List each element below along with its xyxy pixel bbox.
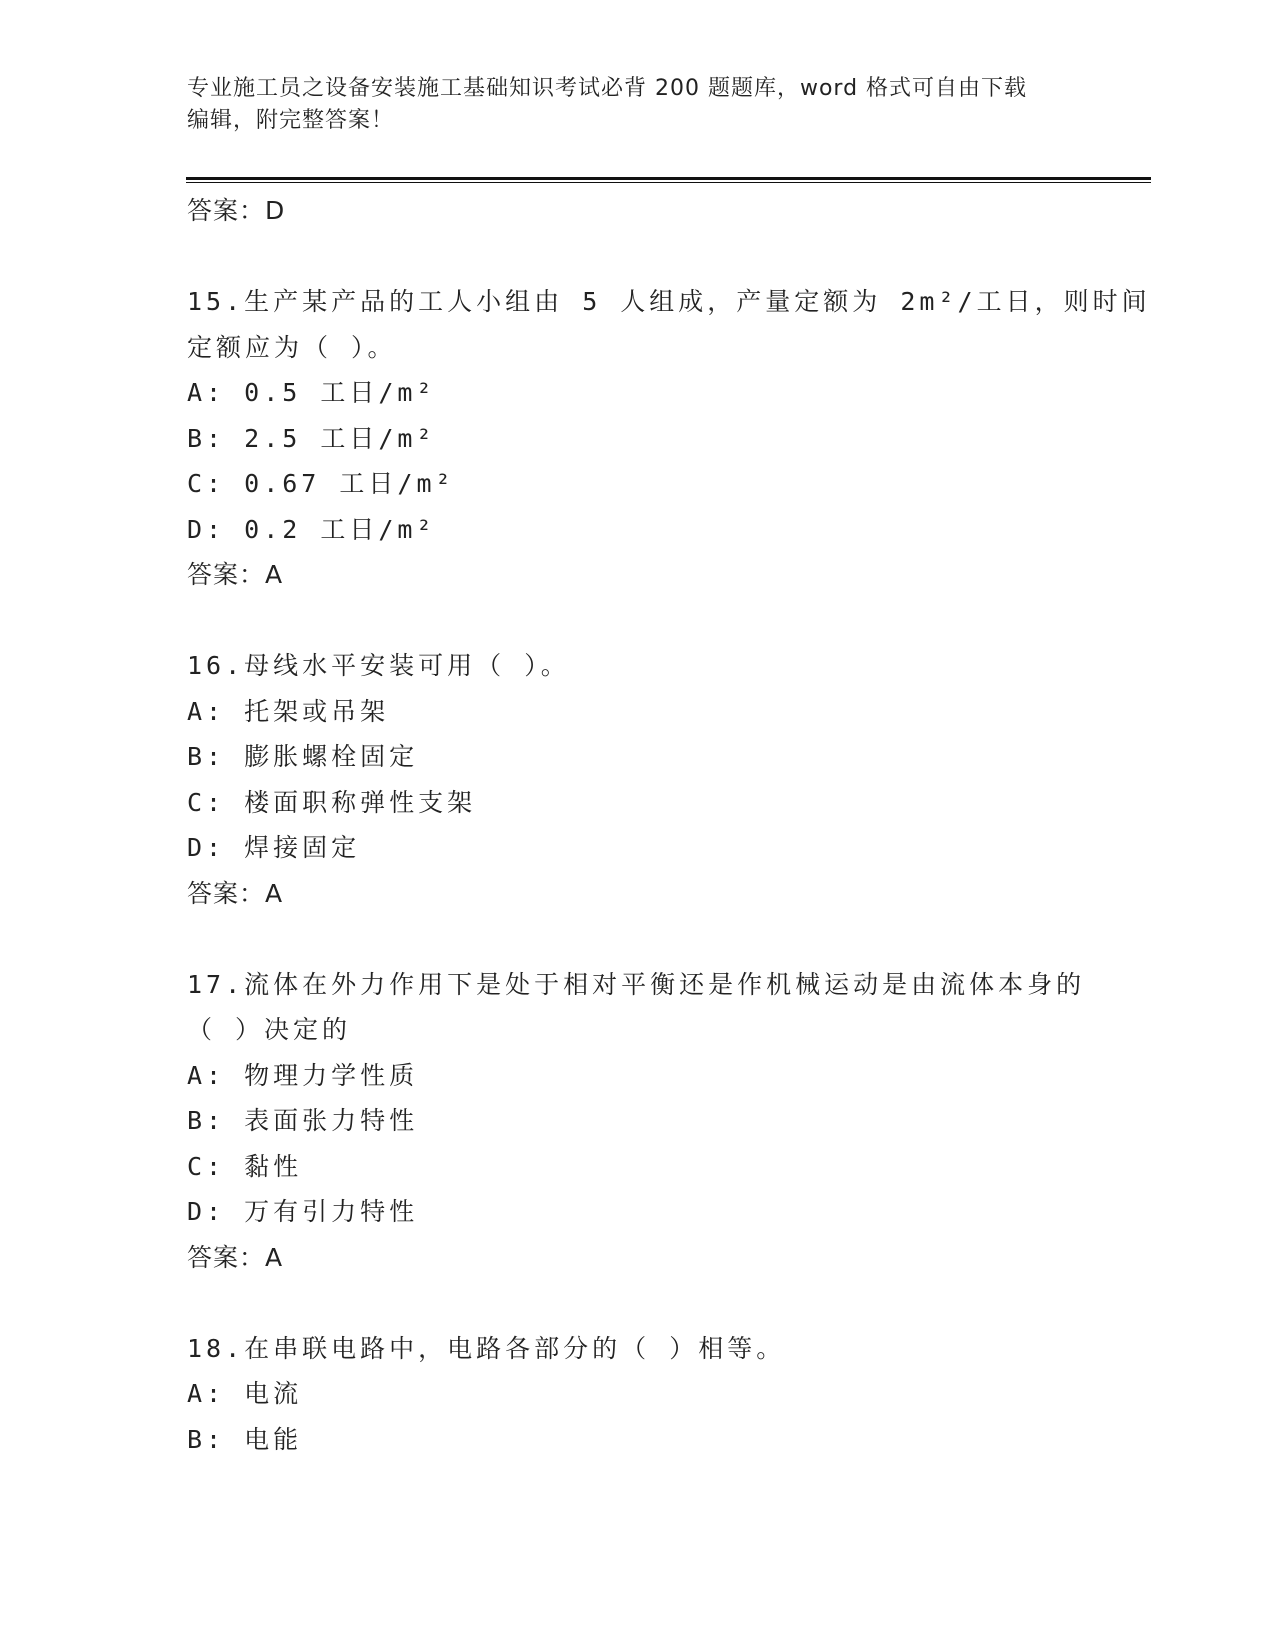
question-stem: 17.流体在外力作用下是处于相对平衡还是作机械运动是由流体本身的 [187,969,1086,999]
answer-line: 答案：A [187,560,284,589]
option-d: D: 0.2 工日/m² [187,514,436,544]
question-stem: （ ）决定的 [187,1015,352,1044]
option-d: D: 万有引力特性 [187,1197,419,1226]
option-c: C: 0.67 工日/m² [187,469,455,498]
option-a: A: 物理力学性质 [187,1060,419,1090]
option-b: B: 膨胀螺栓固定 [187,742,419,771]
option-b: B: 表面张力特性 [187,1106,419,1135]
spacer [187,916,1087,962]
question-list [187,188,1151,1462]
answer-line: 答案：A [187,878,284,908]
option-a: A: 0.5 工日/m² [187,378,436,407]
option-d: D: 焊接固定 [187,833,361,862]
question-stem: 18.在串联电路中，电路各部分的（ ）相等。 [187,1333,786,1363]
option-a: A: 电流 [187,1379,303,1408]
question-15 [187,279,1151,598]
question-17 [187,962,1087,1281]
spacer [187,1280,1087,1326]
spacer [187,234,1087,280]
option-b: B: 电能 [187,1424,303,1454]
header-line-1: 专业施工员之设备安装施工基础知识考试必背 200 题题库，word 格式可自由下载 [187,76,1028,101]
answer-line: 答案：A [187,1242,284,1272]
header-line-2: 编辑，附完整答案！ [187,108,395,133]
question-stem: 定额应为（ ）。 [187,332,397,362]
question-18 [187,1326,1087,1463]
spacer [187,598,1087,644]
header-divider-thin [186,182,1151,183]
header-divider [186,177,1151,180]
question-stem: 15.生产某产品的工人小组由 5 人组成，产量定额为 2m²/工日，则时间 [187,287,1151,316]
document-header [187,73,1067,137]
option-b: B: 2.5 工日/m² [187,423,436,453]
option-c: C: 黏性 [187,1151,303,1181]
question-16 [187,643,1087,916]
answer-line: 答案：D [187,196,286,225]
question-stem: 16.母线水平安装可用（ ）。 [187,651,570,680]
option-a: A: 托架或吊架 [187,696,390,726]
option-c: C: 楼面职称弹性支架 [187,787,477,817]
